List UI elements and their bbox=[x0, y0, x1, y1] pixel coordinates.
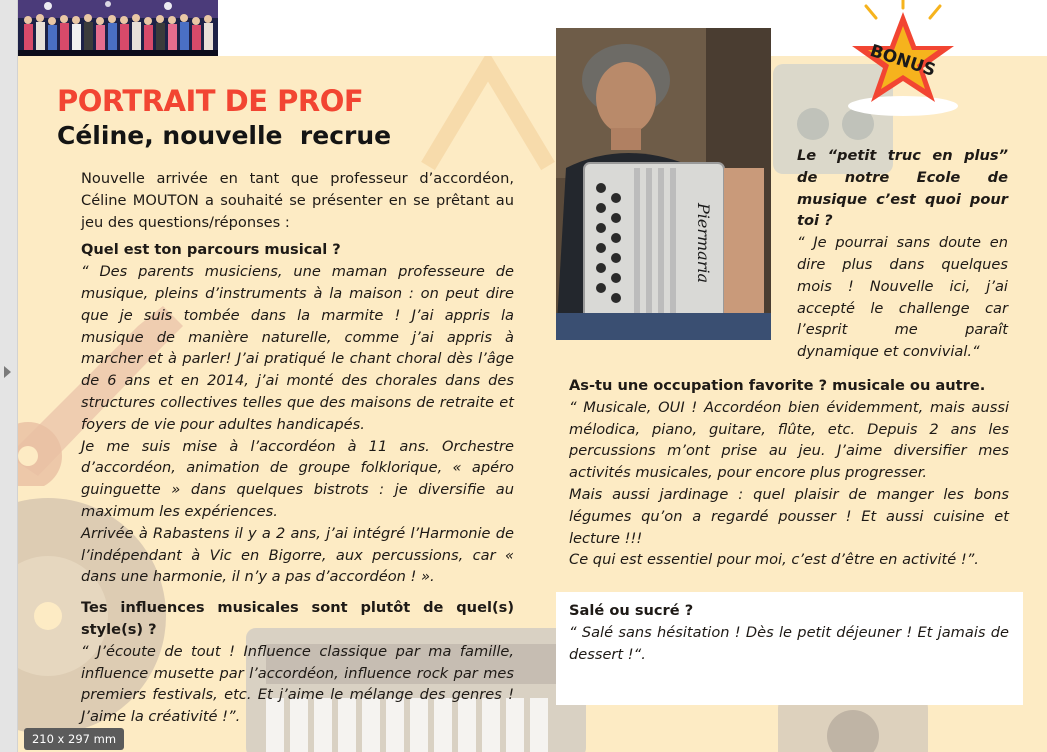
bonus-text-column bbox=[797, 145, 1008, 363]
answer-sale-sucre: “ Salé sans hésitation ! Dès le petit déjeuner ! Et jamais de dessert !“. bbox=[569, 623, 1009, 663]
intro-paragraph: Nouvelle arrivée en tant que professeur d’accordéon, Céline MOUTON a souhaité se présenter en se prêtant au jeu des questions/réponses : bbox=[81, 170, 514, 231]
answer-occupation-2: Mais aussi jardinage : quel plaisir de manger les bons légumes qu’on a regardé pousser ! Et aussi cuisine et lecture !!! bbox=[569, 485, 1009, 547]
sale-sucre-text bbox=[569, 600, 1009, 665]
right-text-column bbox=[569, 369, 1009, 571]
teacher-accordion-photo bbox=[556, 28, 771, 340]
question-influences: Tes influences musicales sont plutôt de quel(s) style(s) ? bbox=[81, 599, 514, 638]
answer-musical-path-2: Je me suis mise à l’accordéon à 11 ans. Orchestre d’accordéon, animation de groupe folklorique, « apéro guinguette » dans quelques bistrots : je diversifie au maximum les expériences. bbox=[81, 437, 514, 520]
left-text-column bbox=[81, 168, 514, 728]
question-favorite-occupation: As-tu une occupation favorite ? musicale ou autre. bbox=[569, 377, 986, 394]
lines-decoration-icon bbox=[418, 56, 558, 176]
page-subtitle: Céline, nouvelle recrue bbox=[57, 121, 392, 150]
question-sale-sucre: Salé ou sucré ? bbox=[569, 602, 694, 619]
choir-concert-photo bbox=[18, 0, 218, 56]
answer-musical-path-1: “ Des parents musiciens, une maman professeure de musique, pleins d’instruments à la maison : on peut dire que je suis tombée dans la marmite ! J’ai appris la musique de manière naturelle, comme j’ai appris à marcher et à parler! J’ai pratiqué le chant choral dès l’âge de 6 ans et en 2014, j’ai monté des chorales dans des structures collectives telles que des maisons de retraite et foyers de vie pour adultes handicapés. bbox=[81, 263, 514, 433]
answer-bonus: “ Je pourrai sans doute en dire plus dans quelques mois ! Nouvelle ici, j’ai accepté le challenge car l’esprit me paraît dynamique et convivial.“ bbox=[797, 234, 1008, 361]
answer-occupation-3: Ce qui est essentiel pour moi, c’est d’être en activité !”. bbox=[569, 551, 979, 569]
bonus-badge-label: BONUS bbox=[867, 40, 938, 81]
document-page bbox=[18, 0, 1047, 752]
question-musical-path: Quel est ton parcours musical ? bbox=[81, 241, 341, 259]
page-size-indicator: 210 x 297 mm bbox=[24, 728, 124, 750]
answer-musical-path-3: Arrivée à Rabastens il y a 2 ans, j’ai intégré l’Harmonie de l’indépendant à Vic en Bigorre, aux percussions, car « dans une harmonie, il n’y a pas d’accordéon ! ». bbox=[81, 524, 514, 586]
answer-influences: “ J’écoute de tout ! Influence classique par ma famille, influence musette par l’accordéon, influence rock par mes premiers festivals, etc. Et j’aime le mélange des genres ! J’aime la créativité !”. bbox=[81, 642, 514, 726]
question-bonus: Le “petit truc en plus” de notre Ecole de musique c’est quoi pour toi ? bbox=[797, 147, 1008, 230]
section-title: PORTRAIT DE PROF bbox=[57, 84, 364, 118]
viewer-side-strip bbox=[0, 0, 18, 752]
expand-arrow-icon[interactable] bbox=[4, 366, 11, 378]
accordion-brand-text: Piermaria bbox=[694, 203, 713, 284]
bonus-badge-icon bbox=[830, 0, 975, 120]
answer-occupation-1: “ Musicale, OUI ! Accordéon bien évidemment, mais aussi mélodica, piano, guitare, flûte, etc. Depuis 2 ans les percussions m’ont prise au jeu. J’aime diversifier mes activités musicales, pour encore plus progresser. bbox=[569, 398, 1009, 482]
